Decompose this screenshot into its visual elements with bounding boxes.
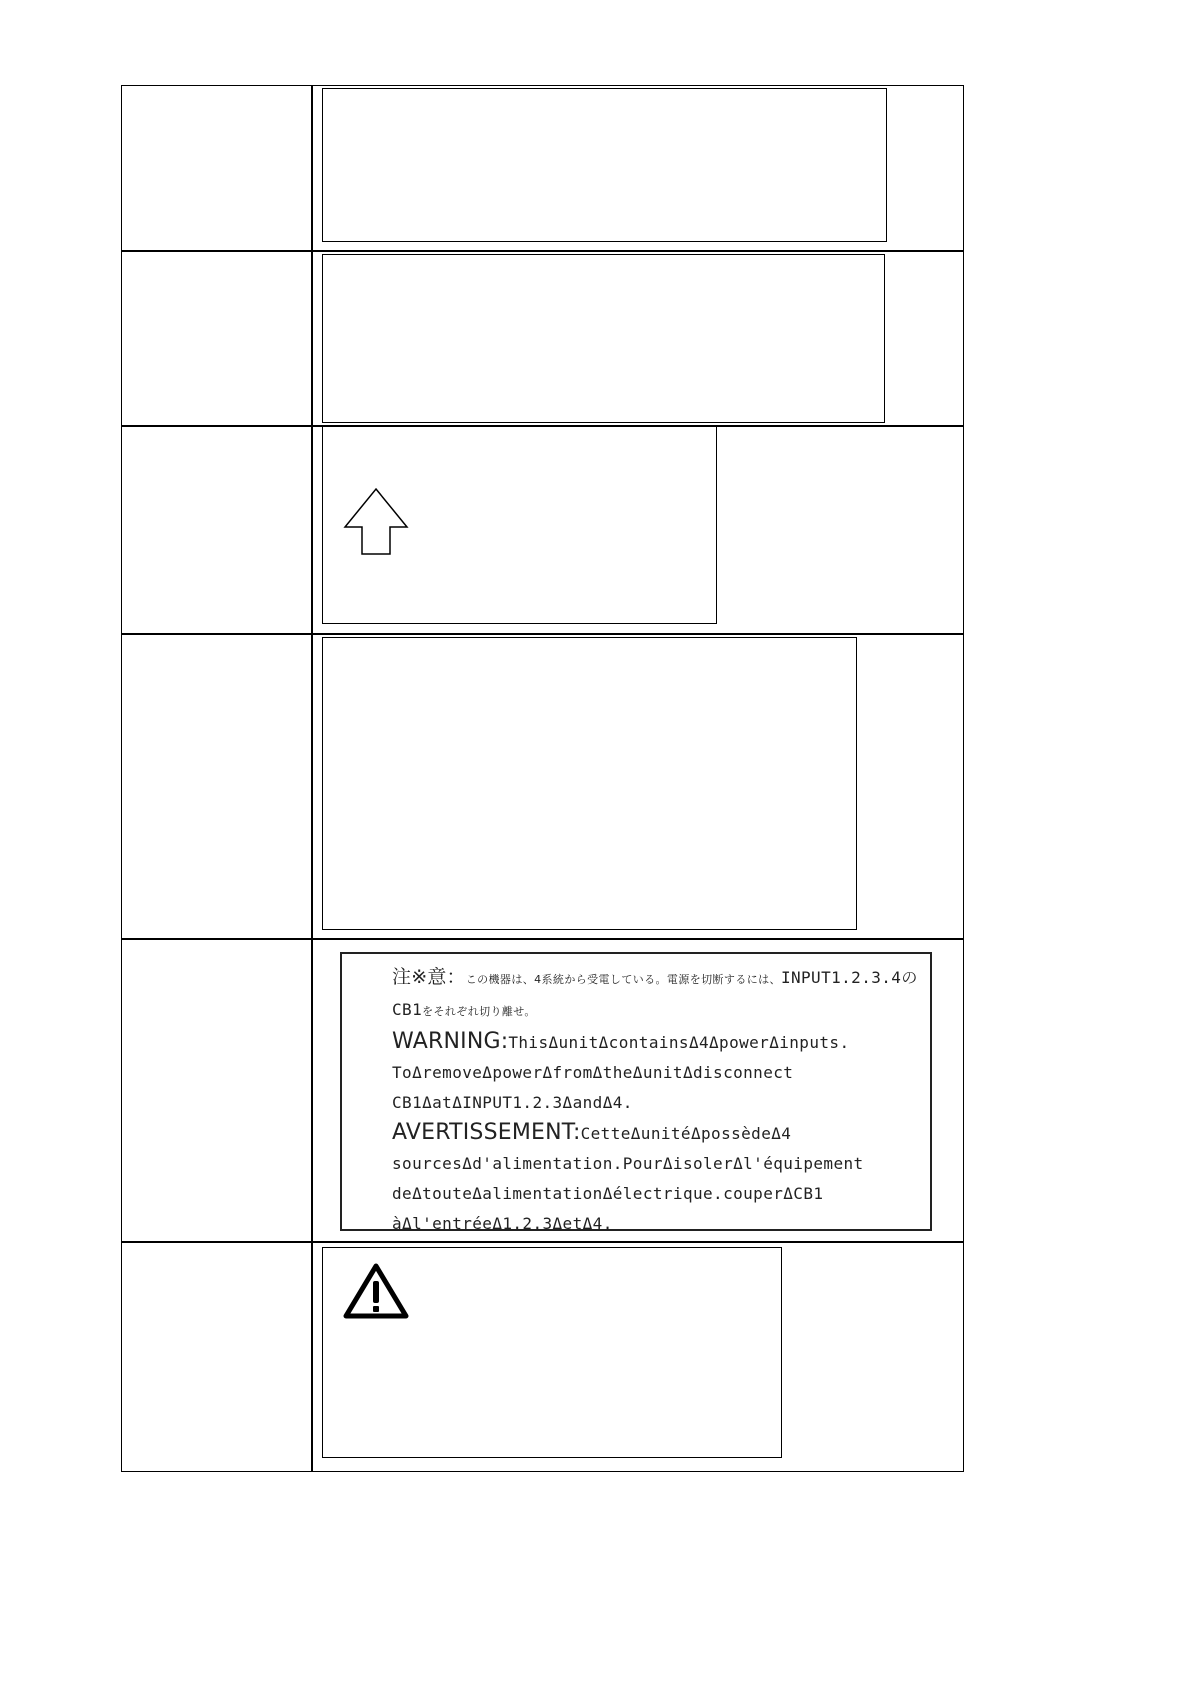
warning-label	[340, 952, 932, 1231]
japanese-text: この機器は、4系統から受電している。電源を切断するには、	[465, 973, 781, 986]
input-code: INPUT1.2.3.4の	[780, 968, 918, 987]
warning-triangle-icon	[343, 1262, 409, 1320]
warning-line-2: ToΔremoveΔpowerΔfromΔtheΔunitΔdisconnect	[392, 1063, 794, 1082]
row-divider	[121, 633, 964, 635]
label-line-1	[392, 962, 920, 995]
warning-label-text	[392, 962, 920, 1239]
label-line-6	[392, 1118, 920, 1149]
label-box-6	[322, 1247, 782, 1458]
warning-heading: WARNING:	[392, 1029, 509, 1054]
row-divider	[121, 938, 964, 940]
cb-code: CB1	[392, 1000, 423, 1019]
column-divider	[311, 85, 313, 1472]
avert-line-1: CetteΔunitéΔpossèdeΔ4	[580, 1124, 792, 1143]
label-box-2	[322, 254, 885, 423]
label-line-2	[392, 995, 920, 1027]
row-divider	[121, 1241, 964, 1243]
up-arrow-icon	[343, 487, 409, 557]
avertissement-heading: AVERTISSEMENT:	[392, 1120, 581, 1145]
caution-heading: 注※意：	[392, 966, 466, 988]
avert-line-4: àΔl'entréeΔ1.2.3ΔetΔ4.	[392, 1214, 613, 1233]
avert-line-3: deΔtouteΔalimentationΔélectrique.couperΔCB1	[392, 1184, 824, 1203]
label-box-3	[322, 426, 717, 624]
row-divider	[121, 250, 964, 252]
japanese-text-2: をそれぞれ切り離せ。	[422, 1005, 536, 1018]
warning-line-1: ThisΔunitΔcontainsΔ4ΔpowerΔinputs.	[508, 1033, 850, 1052]
avert-line-2: sourcesΔd'alimentation.PourΔisolerΔl'équipement	[392, 1154, 864, 1173]
label-box-4	[322, 637, 857, 930]
label-box-1	[322, 88, 887, 242]
label-line-3	[392, 1027, 920, 1058]
warning-line-3: CB1ΔatΔINPUT1.2.3ΔandΔ4.	[392, 1093, 633, 1112]
